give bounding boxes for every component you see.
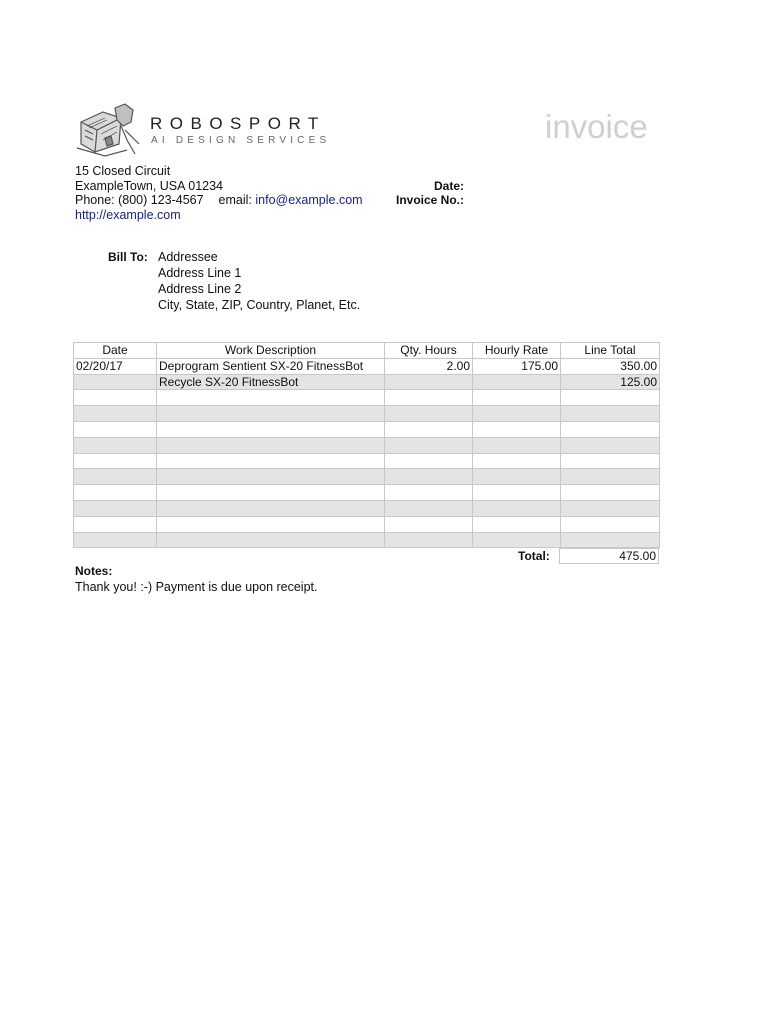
cell-line-total: 350.00: [561, 358, 660, 374]
cell-qty-hours: [385, 516, 473, 532]
total-value: 475.00: [559, 548, 659, 564]
cell-description: [157, 421, 385, 437]
cell-description: [157, 500, 385, 516]
notes-text: Thank you! :-) Payment is due upon receipt.: [75, 580, 318, 594]
table-row: [74, 358, 660, 374]
bill-to-address-line-1: Address Line 1: [158, 266, 242, 280]
cell-description: [157, 453, 385, 469]
cell-date: [74, 374, 157, 390]
cell-hourly-rate: [473, 500, 561, 516]
cell-line-total: 125.00: [561, 374, 660, 390]
cell-hourly-rate: [473, 485, 561, 501]
address-line-2: ExampleTown, USA 01234: [75, 179, 224, 193]
cell-hourly-rate: [473, 421, 561, 437]
column-header-date: Date: [74, 343, 157, 359]
cell-date: [74, 421, 157, 437]
total-label: Total:: [518, 549, 550, 563]
cell-line-total: [561, 532, 660, 548]
invoice-number-label: Invoice No.:: [396, 193, 465, 207]
column-header-description: Work Description: [157, 343, 385, 359]
address-line-1: 15 Closed Circuit: [75, 164, 171, 178]
table-row: [74, 532, 660, 548]
cell-line-total: [561, 390, 660, 406]
cell-line-total: [561, 500, 660, 516]
table-row: [74, 406, 660, 422]
cell-qty-hours: [385, 406, 473, 422]
cell-date: [74, 516, 157, 532]
cell-description: [157, 469, 385, 485]
cell-date: [74, 485, 157, 501]
cell-description: Recycle SX-20 FitnessBot: [157, 374, 385, 390]
cell-description: Deprogram Sentient SX-20 FitnessBot: [157, 358, 385, 374]
line-items-table: [73, 342, 660, 548]
cell-hourly-rate: [473, 532, 561, 548]
contact-line: [75, 193, 363, 207]
cell-qty-hours: [385, 500, 473, 516]
cell-hourly-rate: [473, 469, 561, 485]
table-row: [74, 437, 660, 453]
table-row: [74, 390, 660, 406]
cell-description: [157, 390, 385, 406]
cell-hourly-rate: [473, 516, 561, 532]
bill-to-label: Bill To:: [108, 250, 148, 264]
cell-date: 02/20/17: [74, 358, 157, 374]
brand-tagline: AI DESIGN SERVICES: [151, 135, 331, 146]
table-row: [74, 500, 660, 516]
cell-hourly-rate: [473, 453, 561, 469]
table-row: [74, 516, 660, 532]
cell-date: [74, 469, 157, 485]
cell-hourly-rate: [473, 390, 561, 406]
cell-qty-hours: [385, 485, 473, 501]
cell-qty-hours: [385, 374, 473, 390]
column-header-hourly-rate: Hourly Rate: [473, 343, 561, 359]
cell-line-total: [561, 485, 660, 501]
cell-hourly-rate: [473, 374, 561, 390]
date-label: Date:: [434, 179, 465, 193]
cell-date: [74, 500, 157, 516]
cell-date: [74, 532, 157, 548]
bill-to-addressee: Addressee: [158, 250, 218, 264]
cell-description: [157, 406, 385, 422]
cell-line-total: [561, 437, 660, 453]
table-row: [74, 421, 660, 437]
cell-qty-hours: [385, 437, 473, 453]
document-title: invoice: [545, 108, 648, 145]
cell-qty-hours: [385, 390, 473, 406]
cell-qty-hours: 2.00: [385, 358, 473, 374]
cell-line-total: [561, 421, 660, 437]
email-link[interactable]: info@example.com: [255, 193, 363, 207]
cell-description: [157, 532, 385, 548]
email-label: email:: [218, 193, 252, 207]
cell-hourly-rate: [473, 406, 561, 422]
table-row: [74, 485, 660, 501]
table-body: [74, 358, 660, 548]
table-header-row: [74, 343, 660, 359]
notes-label: Notes:: [75, 564, 113, 578]
cell-hourly-rate: [473, 437, 561, 453]
table-row: [74, 453, 660, 469]
bill-to-address-line-2: Address Line 2: [158, 282, 242, 296]
robot-sketch-logo-icon: [75, 100, 145, 158]
cell-qty-hours: [385, 469, 473, 485]
cell-qty-hours: [385, 532, 473, 548]
table-row: [74, 469, 660, 485]
cell-date: [74, 437, 157, 453]
column-header-line-total: Line Total: [561, 343, 660, 359]
cell-qty-hours: [385, 453, 473, 469]
phone-text: Phone: (800) 123-4567: [75, 193, 204, 207]
cell-hourly-rate: 175.00: [473, 358, 561, 374]
website-link[interactable]: http://example.com: [75, 208, 181, 222]
brand-name: ROBOSPORT: [150, 114, 326, 133]
cell-line-total: [561, 516, 660, 532]
cell-date: [74, 390, 157, 406]
cell-description: [157, 516, 385, 532]
cell-line-total: [561, 453, 660, 469]
cell-line-total: [561, 469, 660, 485]
cell-qty-hours: [385, 421, 473, 437]
column-header-qty-hours: Qty. Hours: [385, 343, 473, 359]
cell-description: [157, 485, 385, 501]
bill-to-city-line: City, State, ZIP, Country, Planet, Etc.: [158, 298, 361, 312]
table-row: [74, 374, 660, 390]
cell-description: [157, 437, 385, 453]
cell-date: [74, 406, 157, 422]
cell-line-total: [561, 406, 660, 422]
cell-date: [74, 453, 157, 469]
